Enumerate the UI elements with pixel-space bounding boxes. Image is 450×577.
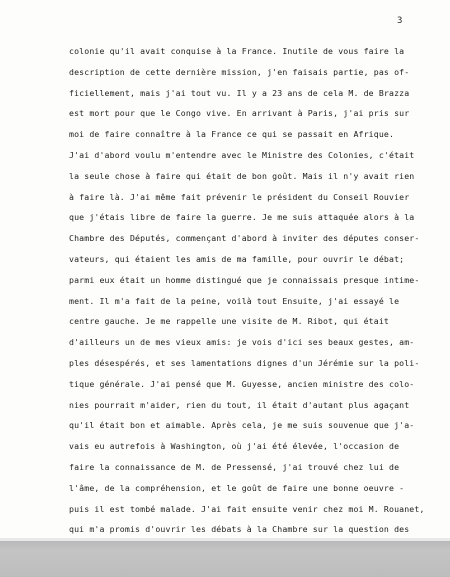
text-line: vateurs, qui étaient les amis de ma famille, pour ouvrir le débat;	[69, 253, 405, 264]
text-line: ment. Il m'a fait de la peine, voilà tout Ensuite, j'ai essayé le	[69, 295, 400, 306]
text-line: qui m'a promis d'ouvrir les débats à la Chambre sur la question des	[69, 524, 410, 535]
text-line: que j'étais libre de faire la guerre. Je me suis attaquée alors à la	[69, 212, 415, 223]
text-line: colonie qu'il avait conquise à la France. Inutile de vous faire la	[69, 46, 405, 56]
scan-background-edge	[0, 538, 450, 577]
page-number: 3	[397, 16, 403, 26]
text-line: qu'il était bon et aimable. Après cela, je me suis souvenue que j'a-	[69, 420, 415, 431]
text-line: moi de faire connaître à la France ce qui se passait en Afrique.	[69, 129, 395, 140]
text-line: description de cette dernière mission, j'en faisais partie, pas of-	[69, 66, 410, 77]
text-line: ples désespérés, et ses lamentations dignes d'un Jérémie sur la poli-	[69, 357, 420, 368]
text-line: ficiellement, mais j'ai tout vu. Il y a 23 ans de cela M. de Brazza	[69, 87, 410, 98]
text-line: puis il est tombé malade. J'ai fait ensuite venir chez moi M. Rouanet,	[69, 503, 425, 514]
text-line: parmi eux était un homme distingué que je connaissais presque intime-	[69, 274, 420, 285]
text-line: centre gauche. Je me rappelle une visite de M. Ribot, qui était	[69, 316, 389, 327]
text-line: d'ailleurs un de mes vieux amis: je vois d'ici ses beaux gestes, am-	[69, 337, 415, 348]
text-line: est mort pour que le Congo vive. En arrivant à Paris, j'ai pris sur	[69, 108, 410, 119]
text-line: Chambre des Députés, commençant d'abord à inviter des députes conser-	[69, 233, 420, 244]
text-line: nies pourrait m'aider, rien du tout, il était d'autant plus agaçant	[69, 399, 410, 410]
text-line: la seule chose à faire qui était de bon goût. Mais il n'y avait rien	[69, 170, 415, 181]
text-line: l'âme, de la compréhension, et le goût de faire une bonne oeuvre -	[69, 482, 405, 493]
body-text	[69, 41, 441, 561]
text-line: tique générale. J'ai pensé que M. Guyesse, ancien ministre des colo-	[69, 378, 415, 389]
text-line: à faire là. J'ai même fait prévenir le président du Conseil Rouvier	[69, 191, 410, 202]
text-line: vais eu autrefois à Washington, où j'ai été élevée, l'occasion de	[69, 441, 400, 452]
text-line: faire la connaissance de M. de Pressensé, j'ai trouvé chez lui de	[69, 461, 400, 472]
text-line: J'ai d'abord voulu m'entendre avec le Ministre des Colonies, c'était	[69, 149, 415, 160]
